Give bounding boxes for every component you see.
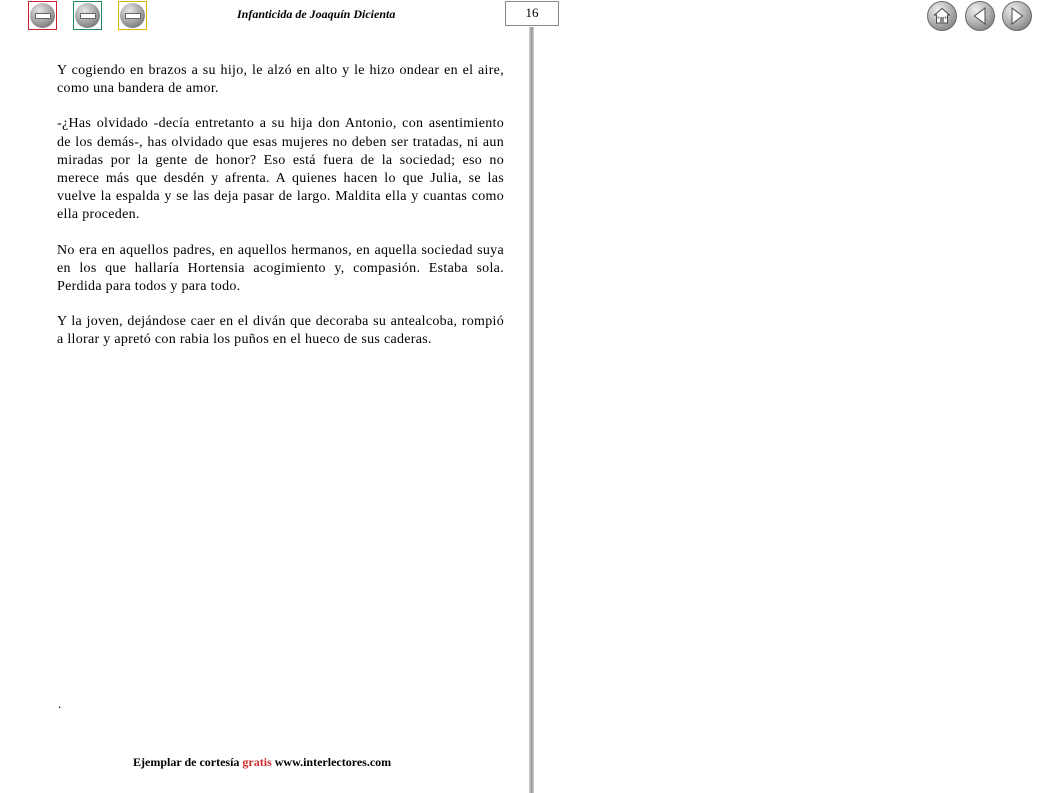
next-page-button[interactable] [1002, 1, 1032, 31]
minus-icon [75, 3, 100, 28]
paragraph: Y cogiendo en brazos a su hijo, le alzó en alto y le hizo ondear en el aire, como una bandera de amor. [57, 63, 504, 97]
home-icon [933, 7, 951, 25]
zoom-button-green[interactable] [73, 1, 102, 30]
zoom-button-red[interactable] [28, 1, 57, 30]
minus-icon [120, 3, 145, 28]
book-title: Infanticida de Joaquín Dicienta [237, 7, 396, 21]
arrow-right-icon [1008, 6, 1026, 26]
end-mark: . [58, 696, 62, 711]
arrow-left-icon [971, 6, 989, 26]
footer-gratis: gratis [242, 755, 272, 769]
paragraph: -¿Has olvidado -decía entretanto a su hija don Antonio, con asentimiento de los demás-, has olvidado que esas mujeres no deben ser tratadas, ni aun miradas por la gente de honor? Eso está fuera de la sociedad; eso no merece más que desdén y afrenta. A quienes hacen lo que Julia, se las vuelve la espalda y se las deja pasar de largo. Maldita ella y cuantas como ella proceden. [57, 116, 504, 223]
page-text [57, 62, 504, 367]
paragraph: Y la joven, dejándose caer en el diván que decoraba su antealcoba, rompió a llorar y apretó con rabia los puños en el hueco de sus caderas. [57, 314, 504, 348]
page-divider [529, 27, 534, 793]
minus-icon [30, 3, 55, 28]
home-button[interactable] [927, 1, 957, 31]
page-number: 16 [505, 1, 559, 26]
zoom-button-yellow[interactable] [118, 1, 147, 30]
footer-url[interactable]: www.interlectores.com [274, 755, 392, 769]
previous-page-button[interactable] [965, 1, 995, 31]
footer-prefix: Ejemplar de cortesía [133, 755, 240, 769]
footer-note [133, 755, 391, 770]
paragraph: No era en aquellos padres, en aquellos hermanos, en aquella sociedad suya en los que hallaría Hortensia acogimiento y, compasión. Estaba sola. Perdida para todos y para todo. [57, 242, 504, 295]
